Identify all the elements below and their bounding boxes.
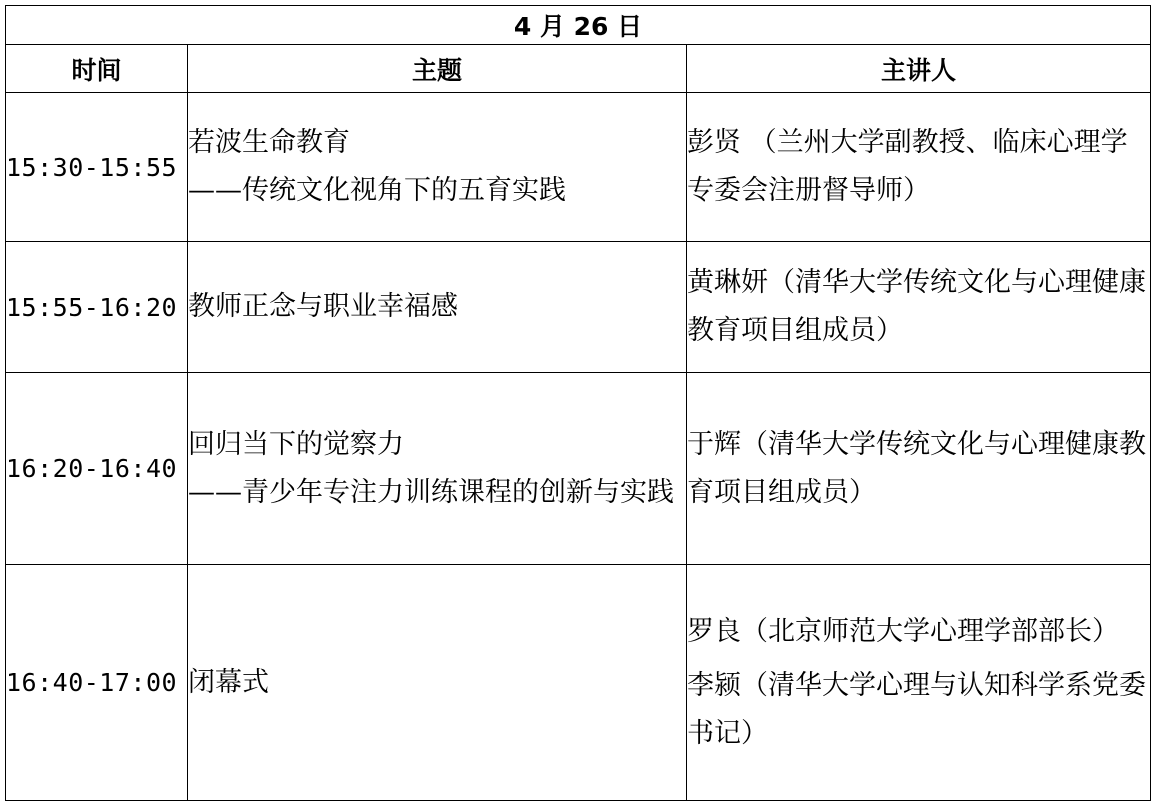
schedule-table	[5, 5, 1151, 801]
topic-cell	[188, 565, 687, 801]
speaker-entry: 李颍（清华大学心理与认知科学系党委书记）	[687, 669, 1146, 749]
speaker-entry: 黄琳妍（清华大学传统文化与心理健康教育项目组成员）	[687, 267, 1146, 346]
table-row	[6, 565, 1151, 801]
speaker-cell	[687, 373, 1151, 565]
speaker-cell	[687, 565, 1151, 801]
topic-title: 闭幕式	[188, 666, 269, 698]
column-header-topic: 主题	[188, 45, 687, 93]
speaker-entry: 彭贤 （兰州大学副教授、临床心理学专委会注册督导师）	[687, 127, 1128, 206]
time-cell: 16:40-17:00	[6, 565, 188, 801]
table-row	[6, 93, 1151, 242]
time-cell: 15:55-16:20	[6, 242, 188, 373]
topic-cell	[188, 373, 687, 565]
table-row	[6, 242, 1151, 373]
column-header-time: 时间	[6, 45, 188, 93]
speaker-entry: 罗良（北京师范大学心理学部部长）	[687, 615, 1119, 647]
speaker-entry: 于辉（清华大学传统文化与心理健康教育项目组成员）	[687, 428, 1146, 508]
topic-cell	[188, 242, 687, 373]
topic-subtitle: ——青少年专注力训练课程的创新与实践	[188, 476, 674, 508]
topic-cell	[188, 93, 687, 242]
date-header: 4 月 26 日	[6, 6, 1151, 45]
time-cell: 15:30-15:55	[6, 93, 188, 242]
column-header-speaker: 主讲人	[687, 45, 1151, 93]
topic-title: 回归当下的觉察力	[188, 428, 404, 460]
topic-subtitle: ——传统文化视角下的五育实践	[188, 175, 566, 206]
time-cell: 16:20-16:40	[6, 373, 188, 565]
speaker-cell	[687, 93, 1151, 242]
topic-title: 教师正念与职业幸福感	[188, 291, 458, 322]
table-row	[6, 373, 1151, 565]
speaker-cell	[687, 242, 1151, 373]
topic-title: 若波生命教育	[188, 127, 350, 158]
